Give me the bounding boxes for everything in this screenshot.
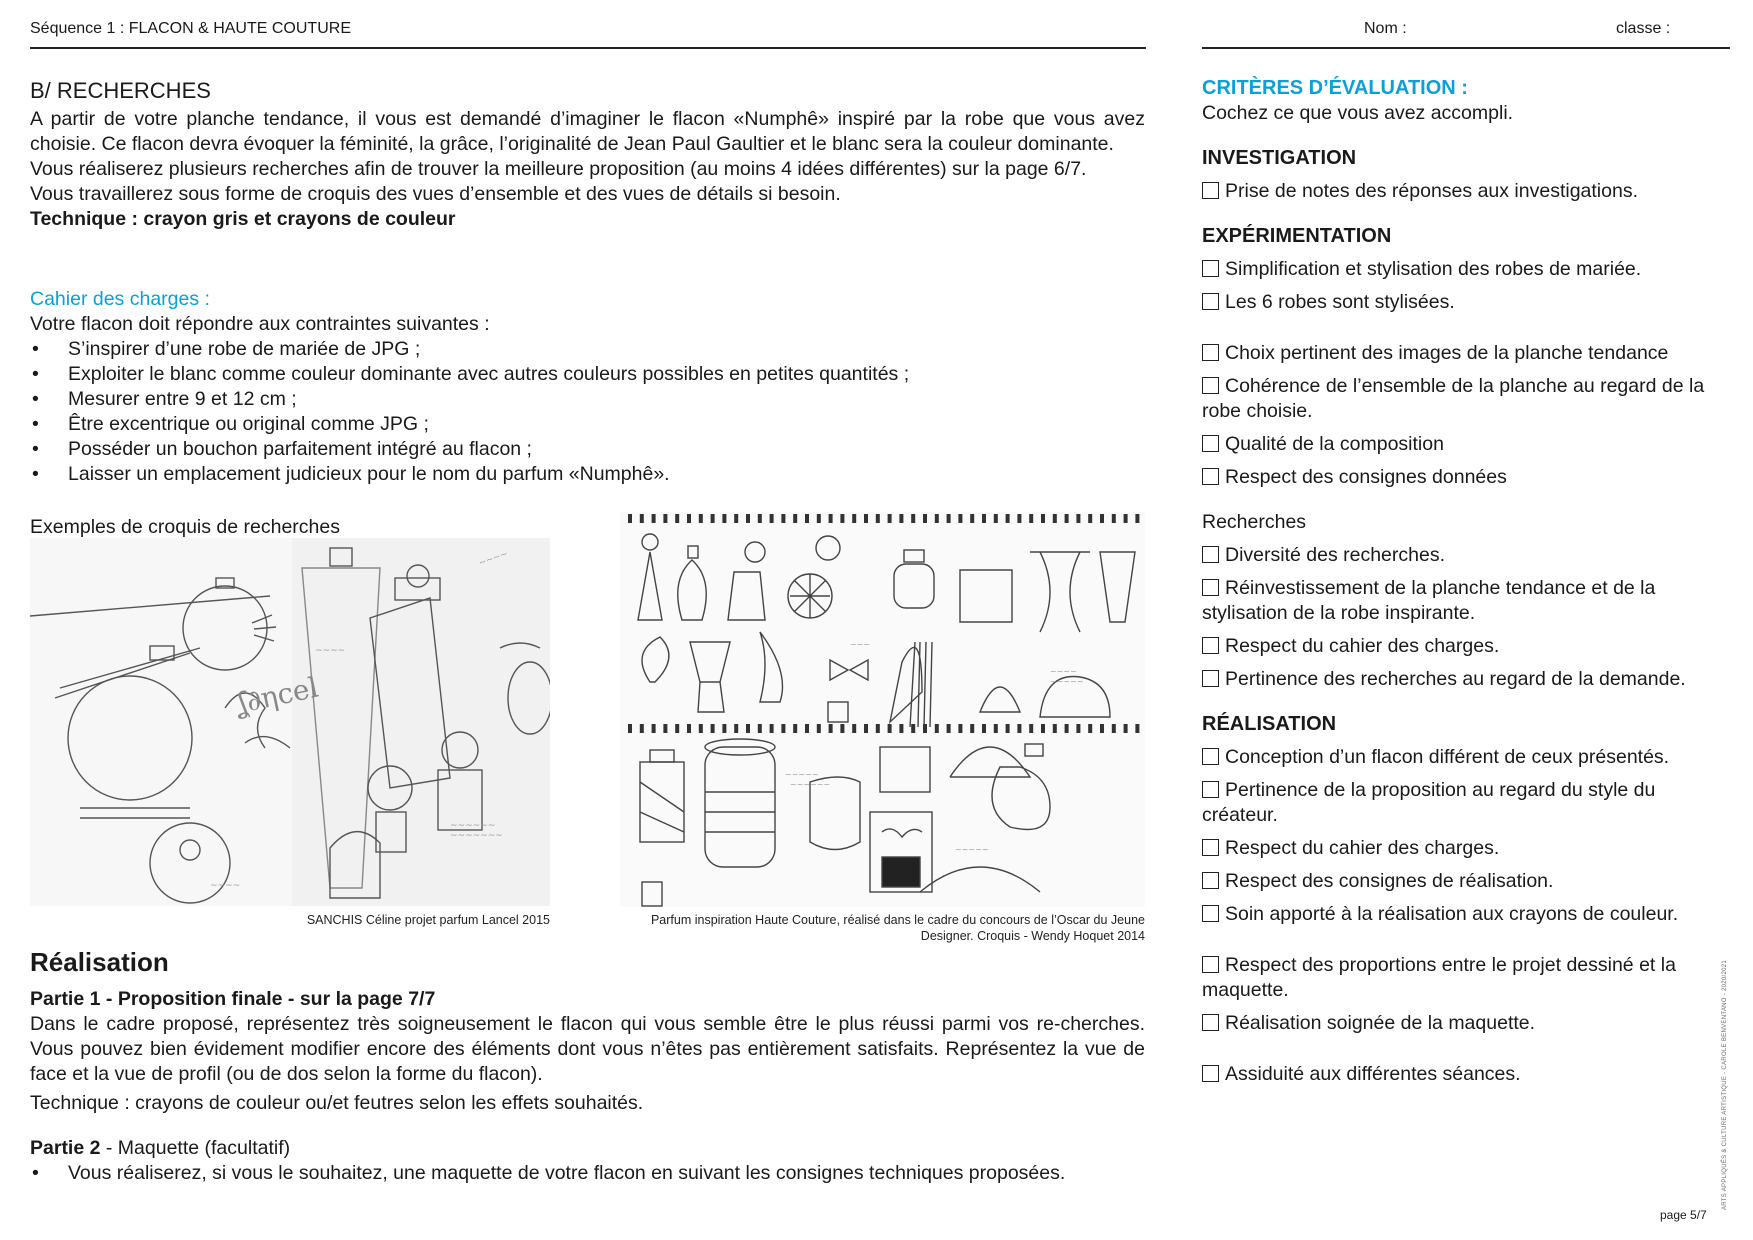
checkbox-item[interactable] — [1202, 778, 1730, 828]
binding-ring — [911, 514, 915, 523]
binding-ring — [829, 514, 833, 523]
checkbox-item[interactable] — [1202, 902, 1730, 927]
binding-ring — [982, 724, 986, 733]
binding-ring — [982, 514, 986, 523]
binding-ring — [734, 724, 738, 733]
binding-ring — [1065, 724, 1069, 733]
svg-text:~~~~~~~: ~~~~~~~ — [450, 831, 503, 841]
list-item: • Mesurer entre 9 et 12 cm ; — [30, 387, 1145, 412]
checkbox-label: Assiduité aux différentes séances. — [1225, 1063, 1521, 1085]
binding-ring — [864, 514, 868, 523]
checkbox[interactable] — [1202, 839, 1219, 856]
cahier-title: Cahier des charges : — [30, 288, 210, 310]
binding-ring — [628, 724, 632, 733]
binding-ring — [640, 514, 644, 523]
binding-ring — [852, 724, 856, 733]
checkbox[interactable] — [1202, 435, 1219, 452]
binding-ring — [840, 514, 844, 523]
partie1-heading — [30, 987, 1145, 1012]
binding-ring — [652, 724, 656, 733]
binding-ring — [1088, 724, 1092, 733]
cahier-list — [30, 337, 1145, 487]
binding-ring — [970, 724, 974, 733]
criteres-section — [1202, 76, 1730, 1095]
recherches-paragraph: A partir de votre planche tendance, il vous est demandé d’imaginer le flacon «Numphê» inspiré par la robe que vous avez choisie. Ce flacon devra évoquer la féminité, la grâce, l’originalité de Jean Paul Gaultier et le blanc sera la couleur dominante. — [30, 108, 1145, 155]
checkbox-label: Diversité des recherches. — [1225, 544, 1446, 566]
header-rule-left — [30, 47, 1146, 49]
binding-ring — [947, 724, 951, 733]
checkbox-item[interactable] — [1202, 745, 1730, 770]
binding-ring — [746, 724, 750, 733]
binding-ring — [994, 514, 998, 523]
binding-ring — [805, 724, 809, 733]
partie2-label: Partie 2 — [30, 1137, 101, 1159]
header-nom-label: Nom : — [1364, 20, 1407, 37]
recherches-section — [30, 78, 1145, 232]
binding-ring — [876, 514, 880, 523]
binding-ring — [793, 514, 797, 523]
binding-ring — [1053, 514, 1057, 523]
checkbox-label: Respect du cahier des charges. — [1225, 837, 1500, 859]
binding-ring — [1006, 514, 1010, 523]
recherches-paragraph: Vous réaliserez plusieurs recherches afin de trouver la meilleure proposition (au moins 4 idées différentes) sur la page 6/7. — [30, 158, 1087, 180]
binding-ring — [958, 514, 962, 523]
binding-ring — [675, 514, 679, 523]
binding-ring — [628, 514, 632, 523]
checkbox[interactable] — [1202, 748, 1219, 765]
binding-ring — [817, 724, 821, 733]
caption-haute-couture-2: Designer. Croquis - Wendy Hoquet 2014 — [920, 929, 1145, 943]
caption-lancel: SANCHIS Céline projet parfum Lancel 2015 — [306, 913, 550, 927]
checkbox-label: Respect du cahier des charges. — [1225, 635, 1500, 657]
checkbox[interactable] — [1202, 1065, 1219, 1082]
binding-ring — [746, 514, 750, 523]
list-item: • S’inspirer d’une robe de mariée de JPG ; — [30, 337, 1145, 362]
checkbox-label: Respect des consignes données — [1225, 466, 1507, 488]
cahier-section — [30, 287, 1145, 487]
criteres-subtitle: Cochez ce que vous avez accompli. — [1202, 102, 1514, 124]
partie1-title: Proposition finale - sur la page 7/7 — [117, 988, 436, 1010]
checkbox[interactable] — [1202, 781, 1219, 798]
checkbox-item[interactable] — [1202, 1062, 1730, 1087]
recherches-title: B/ RECHERCHES — [30, 78, 211, 103]
checkbox[interactable] — [1202, 670, 1219, 687]
checkbox-label: Qualité de la composition — [1225, 433, 1444, 455]
partie1-text: Dans le cadre proposé, représentez très soigneusement le flacon qui vous semble être le plus réussi parmi vos re-cherches. Vous pouvez bien évidement modifier encore des éléments dont vous n’êtes pas entièrement satisfaits. Représentez la vue de face et la vue de profil (ou de dos selon la forme du flacon). — [30, 1013, 1145, 1085]
list-item: • Laisser un emplacement judicieux pour le nom du parfum «Numphê». — [30, 462, 1145, 487]
binding-ring — [970, 514, 974, 523]
list-item: • Être excentrique ou original comme JPG ; — [30, 412, 1145, 437]
svg-text:~~~~: ~~~~ — [477, 549, 510, 569]
partie2-heading — [30, 1136, 1145, 1161]
checkbox[interactable] — [1202, 377, 1219, 394]
binding-ring — [1065, 514, 1069, 523]
checkbox-label: Pertinence des recherches au regard de la demande. — [1225, 668, 1686, 690]
binding-ring — [1100, 514, 1104, 523]
realisation-criteria-title: RÉALISATION — [1202, 713, 1337, 735]
svg-text:ʆ∂ηcel: ʆ∂ηcel — [234, 670, 322, 720]
sketch-image-lancel — [30, 538, 550, 906]
binding-ring — [1135, 514, 1139, 523]
checkbox-label: Soin apporté à la réalisation aux crayons de couleur. — [1225, 903, 1679, 925]
caption-haute-couture-1: Parfum inspiration Haute Couture, réalisé dans le cadre du concours de l’Oscar du Jeune — [650, 913, 1145, 927]
binding-ring — [1112, 724, 1116, 733]
binding-ring — [994, 724, 998, 733]
checkbox[interactable] — [1202, 956, 1219, 973]
checkbox[interactable] — [1202, 637, 1219, 654]
binding-ring — [734, 514, 738, 523]
partie2-title: - Maquette (facultatif) — [100, 1137, 291, 1159]
binding-ring — [1076, 724, 1080, 733]
partie1-label: Partie 1 — [30, 988, 101, 1010]
svg-text:~~~~~: ~~~~~ — [955, 845, 989, 854]
binding-ring — [781, 514, 785, 523]
binding-ring — [1076, 514, 1080, 523]
realisation-section — [30, 947, 1145, 1186]
binding-ring — [888, 724, 892, 733]
svg-text:~~~~~~: ~~~~~~ — [450, 821, 496, 831]
experimentation-title: EXPÉRIMENTATION — [1202, 225, 1392, 247]
binding-ring — [1029, 514, 1033, 523]
checkbox-item[interactable] — [1202, 374, 1730, 424]
binding-ring — [1041, 724, 1045, 733]
header-classe-label: classe : — [1616, 20, 1671, 37]
checkbox-item[interactable] — [1202, 179, 1730, 204]
checkbox-label: Respect des proportions entre le projet dessiné et la maquette. — [1202, 954, 1676, 1001]
binding-ring — [1029, 724, 1033, 733]
checkbox[interactable] — [1202, 344, 1219, 361]
checkbox-item[interactable] — [1202, 543, 1730, 568]
binding-ring — [1041, 514, 1045, 523]
svg-text:~~~~: ~~~~ — [1050, 667, 1077, 676]
realisation-title: Réalisation — [30, 947, 169, 977]
svg-text:~~~~: ~~~~ — [315, 646, 346, 656]
checkbox[interactable] — [1202, 546, 1219, 563]
binding-ring — [675, 724, 679, 733]
recherches-criteria-title: Recherches — [1202, 511, 1307, 533]
checkbox-item[interactable] — [1202, 667, 1730, 692]
binding-ring — [711, 514, 715, 523]
binding-ring — [1100, 724, 1104, 733]
checkbox-item[interactable] — [1202, 836, 1730, 861]
checkbox-item[interactable] — [1202, 257, 1730, 282]
checkbox-label: Choix pertinent des images de la planche tendance — [1225, 342, 1669, 364]
recherches-paragraph: Vous travaillerez sous forme de croquis des vues d’ensemble et des vues de détails si besoin. — [30, 183, 841, 205]
checkbox-label: Pertinence de la proposition au regard du style du créateur. — [1202, 779, 1656, 826]
binding-ring — [899, 514, 903, 523]
recherches-technique: Technique : crayon gris et crayons de couleur — [30, 208, 456, 230]
binding-ring — [687, 514, 691, 523]
svg-text:~~~: ~~~ — [850, 640, 871, 649]
checkbox[interactable] — [1202, 260, 1219, 277]
binding-ring — [1017, 724, 1021, 733]
criteres-title: CRITÈRES D’ÉVALUATION : — [1202, 77, 1468, 99]
checkbox-item[interactable] — [1202, 290, 1730, 315]
partie2-list — [30, 1161, 1145, 1186]
binding-ring — [770, 724, 774, 733]
checkbox-label: Cohérence de l’ensemble de la planche au regard de la robe choisie. — [1202, 375, 1705, 422]
binding-ring — [923, 514, 927, 523]
binding-ring — [935, 514, 939, 523]
checkbox-item[interactable] — [1202, 465, 1730, 490]
binding-ring — [781, 724, 785, 733]
binding-ring — [1124, 724, 1128, 733]
binding-ring — [1088, 514, 1092, 523]
checkbox-item[interactable] — [1202, 1011, 1730, 1036]
binding-ring — [770, 514, 774, 523]
binding-ring — [888, 514, 892, 523]
binding-ring — [1053, 724, 1057, 733]
binding-ring — [1006, 724, 1010, 733]
svg-text:~~~~: ~~~~ — [210, 881, 241, 891]
checkbox-label: Simplification et stylisation des robes de mariée. — [1225, 258, 1642, 280]
binding-ring — [652, 514, 656, 523]
binding-ring — [722, 724, 726, 733]
binding-ring — [1124, 514, 1128, 523]
binding-ring — [947, 514, 951, 523]
header-sequence: Séquence 1 : FLACON & HAUTE COUTURE — [30, 20, 351, 37]
partie1-technique: Technique : crayons de couleur ou/et feutres selon les effets souhaités. — [30, 1092, 644, 1114]
list-item: • Exploiter le blanc comme couleur dominante avec autres couleurs possibles en petites quantités ; — [30, 362, 1145, 387]
binding-ring — [793, 724, 797, 733]
partie1-separator: - — [100, 988, 118, 1010]
binding-ring — [711, 724, 715, 733]
binding-ring — [923, 724, 927, 733]
binding-ring — [829, 724, 833, 733]
binding-ring — [722, 514, 726, 523]
binding-ring — [699, 724, 703, 733]
binding-ring — [758, 514, 762, 523]
investigation-title: INVESTIGATION — [1202, 147, 1357, 169]
list-item: • Posséder un bouchon parfaitement intégré au flacon ; — [30, 437, 1145, 462]
binding-ring — [911, 724, 915, 733]
binding-ring — [687, 724, 691, 733]
page-number: page 5/7 — [1660, 1208, 1707, 1222]
checkbox-item[interactable] — [1202, 432, 1730, 457]
cahier-intro: Votre flacon doit répondre aux contraintes suivantes : — [30, 313, 490, 335]
binding-ring — [935, 724, 939, 733]
checkbox-item[interactable] — [1202, 869, 1730, 894]
binding-ring — [958, 724, 962, 733]
checkbox-label: Réalisation soignée de la maquette. — [1225, 1012, 1536, 1034]
checkbox[interactable] — [1202, 182, 1219, 199]
checkbox[interactable] — [1202, 293, 1219, 310]
examples-label: Exemples de croquis de recherches — [30, 516, 340, 538]
svg-text:~~~~~~: ~~~~~~ — [790, 780, 831, 789]
checkbox-item[interactable] — [1202, 341, 1730, 366]
checkbox-label: Respect des consignes de réalisation. — [1225, 870, 1554, 892]
binding-ring — [1017, 514, 1021, 523]
binding-ring — [663, 724, 667, 733]
checkbox-item[interactable] — [1202, 576, 1730, 626]
binding-ring — [758, 724, 762, 733]
binding-ring — [852, 514, 856, 523]
binding-ring — [1135, 724, 1139, 733]
checkbox-label: Les 6 robes sont stylisées. — [1225, 291, 1455, 313]
side-note: ARTS APPLIQUÉS & CULTURE ARTISTIQUE - CAROLE BENVENTANO - 2020/2021 — [1722, 959, 1728, 1210]
binding-ring — [805, 514, 809, 523]
checkbox-label: Prise de notes des réponses aux investigations. — [1225, 180, 1638, 202]
sketch-image-haute-couture — [620, 512, 1145, 907]
binding-ring — [663, 514, 667, 523]
binding-ring — [817, 514, 821, 523]
checkbox-item[interactable] — [1202, 953, 1730, 1003]
checkbox-label: Conception d’un flacon différent de ceux présentés. — [1225, 746, 1670, 768]
checkbox[interactable] — [1202, 872, 1219, 889]
binding-ring — [864, 724, 868, 733]
checkbox-item[interactable] — [1202, 634, 1730, 659]
binding-ring — [699, 514, 703, 523]
binding-ring — [640, 724, 644, 733]
checkbox[interactable] — [1202, 579, 1219, 596]
checkbox[interactable] — [1202, 468, 1219, 485]
binding-ring — [899, 724, 903, 733]
svg-text:~~~~~: ~~~~~ — [1050, 677, 1084, 686]
checkbox[interactable] — [1202, 1014, 1219, 1031]
header-rule-right — [1202, 47, 1730, 49]
binding-ring — [876, 724, 880, 733]
checkbox[interactable] — [1202, 905, 1219, 922]
list-item: • Vous réaliserez, si vous le souhaitez, une maquette de votre flacon en suivant les consignes techniques proposées. — [30, 1161, 1145, 1186]
checkbox-label: Réinvestissement de la planche tendance et de la stylisation de la robe inspirante. — [1202, 577, 1656, 624]
svg-text:~~~~~: ~~~~~ — [785, 770, 819, 779]
binding-ring — [1112, 514, 1116, 523]
binding-ring — [840, 724, 844, 733]
